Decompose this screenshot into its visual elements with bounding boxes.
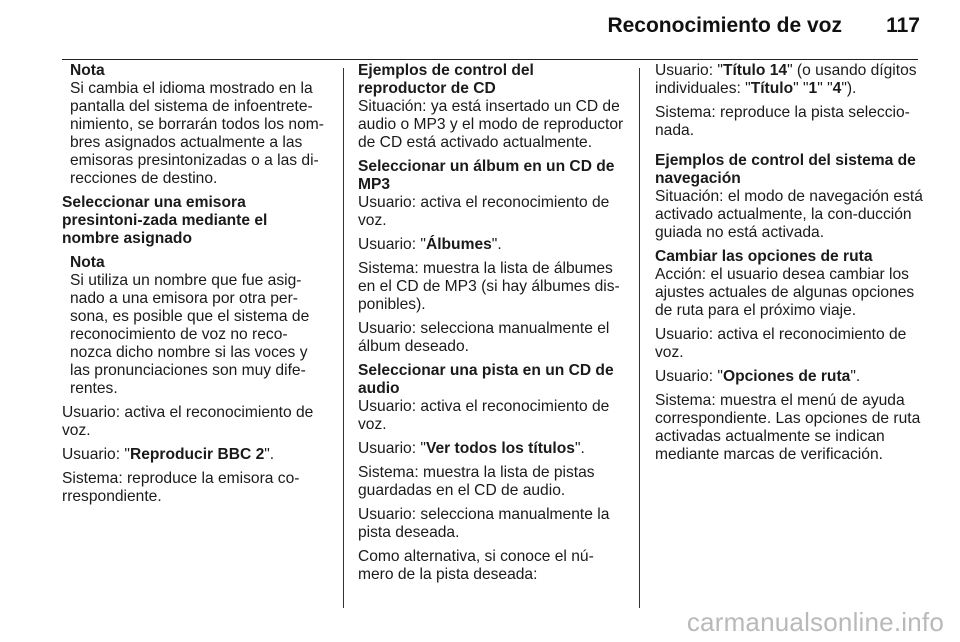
column-3 <box>655 62 923 470</box>
watermark: carmanualsonline.info <box>686 607 944 637</box>
text-fragment: Usuario: " <box>655 62 723 79</box>
text-fragment: Usuario: " <box>655 368 723 385</box>
note-text: Si cambia el idioma mostrado en la pantalla del sistema de infoentrete-nimiento, se borrarán todos los nom-bres asignados actualmente a las emisoras presintonizadas o a las di-recciones de destino. <box>70 80 324 187</box>
header-rule <box>62 59 918 60</box>
paragraph: Usuario: activa el reconocimiento de voz. <box>62 404 314 439</box>
section-heading: Seleccionar un álbum en un CD de MP3 <box>358 158 615 193</box>
note-title: Nota <box>70 62 105 79</box>
text-fragment: Usuario: " <box>358 440 426 457</box>
paragraph: Usuario: activa el reconocimiento de voz. <box>358 194 610 229</box>
paragraph: Sistema: reproduce la emisora co-rrespondiente. <box>62 470 300 505</box>
column-divider-1 <box>343 68 344 608</box>
text-fragment: Usuario: " <box>62 446 130 463</box>
voice-command: 1 <box>808 80 818 97</box>
paragraph: Sistema: reproduce la pista seleccio-nada. <box>655 104 910 139</box>
paragraph: Situación: ya está insertado un CD de audio o MP3 y el modo de reproductor de CD está activado actualmente. <box>358 98 624 151</box>
note-box <box>62 62 328 188</box>
voice-command: Ver todos los títulos <box>425 440 575 457</box>
paragraph: Sistema: muestra la lista de pistas guardadas en el CD de audio. <box>358 464 595 499</box>
voice-command: Título <box>750 80 794 97</box>
paragraph: Usuario: activa el reconocimiento de voz. <box>358 398 610 433</box>
page-header-title: Reconocimiento de voz <box>607 14 842 37</box>
text-fragment: " " <box>793 80 809 97</box>
paragraph: Como alternativa, si conoce el nú-mero de la pista deseada: <box>358 548 594 583</box>
voice-command: Reproducir BBC 2 <box>129 446 265 463</box>
page-number: 117 <box>886 14 920 37</box>
paragraph: Sistema: muestra la lista de álbumes en el CD de MP3 (si hay álbumes dis-ponibles). <box>358 260 620 313</box>
note-text: Si utiliza un nombre que fue asig-nado a una emisora por otra per-sona, es posible que el sistema de reconocimiento de voz no reco-nozca dicho nombre si las voces y las pronunciaciones son muy dife-rentes. <box>70 272 310 397</box>
text-fragment: ". <box>850 368 861 385</box>
text-fragment: Usuario: " <box>358 236 426 253</box>
paragraph: Acción: el usuario desea cambiar los ajustes actuales de algunas opciones de ruta para el próximo viaje. <box>655 266 915 319</box>
text-fragment: "). <box>841 80 857 97</box>
voice-command: Título 14 <box>722 62 788 79</box>
paragraph <box>655 62 923 98</box>
column-1 <box>62 62 328 512</box>
column-2 <box>358 62 624 590</box>
note-box <box>62 254 328 398</box>
paragraph <box>358 440 624 458</box>
voice-command: Álbumes <box>425 236 492 253</box>
text-fragment: ". <box>491 236 502 253</box>
note-title: Nota <box>70 254 105 271</box>
paragraph: Usuario: activa el reconocimiento de voz. <box>655 326 907 361</box>
section-heading: Cambiar las opciones de ruta <box>655 248 873 265</box>
paragraph <box>655 368 923 386</box>
paragraph: Usuario: selecciona manualmente la pista deseada. <box>358 506 610 541</box>
paragraph: Sistema: muestra el menú de ayuda correspondiente. Las opciones de ruta activadas actualmente se indican mediante marcas de verificación. <box>655 392 921 463</box>
voice-command: 4 <box>832 80 842 97</box>
paragraph: Situación: el modo de navegación está activado actualmente, la con-ducción guiada no está activada. <box>655 188 923 241</box>
text-fragment: " (o usando dígitos individuales: " <box>655 62 917 97</box>
section-heading: Ejemplos de control del sistema de navegación <box>655 152 916 187</box>
text-fragment: ". <box>574 440 585 457</box>
paragraph <box>358 236 624 254</box>
column-divider-2 <box>639 68 640 608</box>
section-heading: Seleccionar una pista en un CD de audio <box>358 362 614 397</box>
section-heading: Ejemplos de control del reproductor de CD <box>358 62 534 97</box>
text-fragment: ". <box>264 446 275 463</box>
text-fragment: " " <box>817 80 833 97</box>
paragraph <box>62 446 328 464</box>
section-heading: Seleccionar una emisora presintoni-zada mediante el nombre asignado <box>62 194 268 247</box>
paragraph: Usuario: selecciona manualmente el álbum deseado. <box>358 320 610 355</box>
voice-command: Opciones de ruta <box>722 368 851 385</box>
